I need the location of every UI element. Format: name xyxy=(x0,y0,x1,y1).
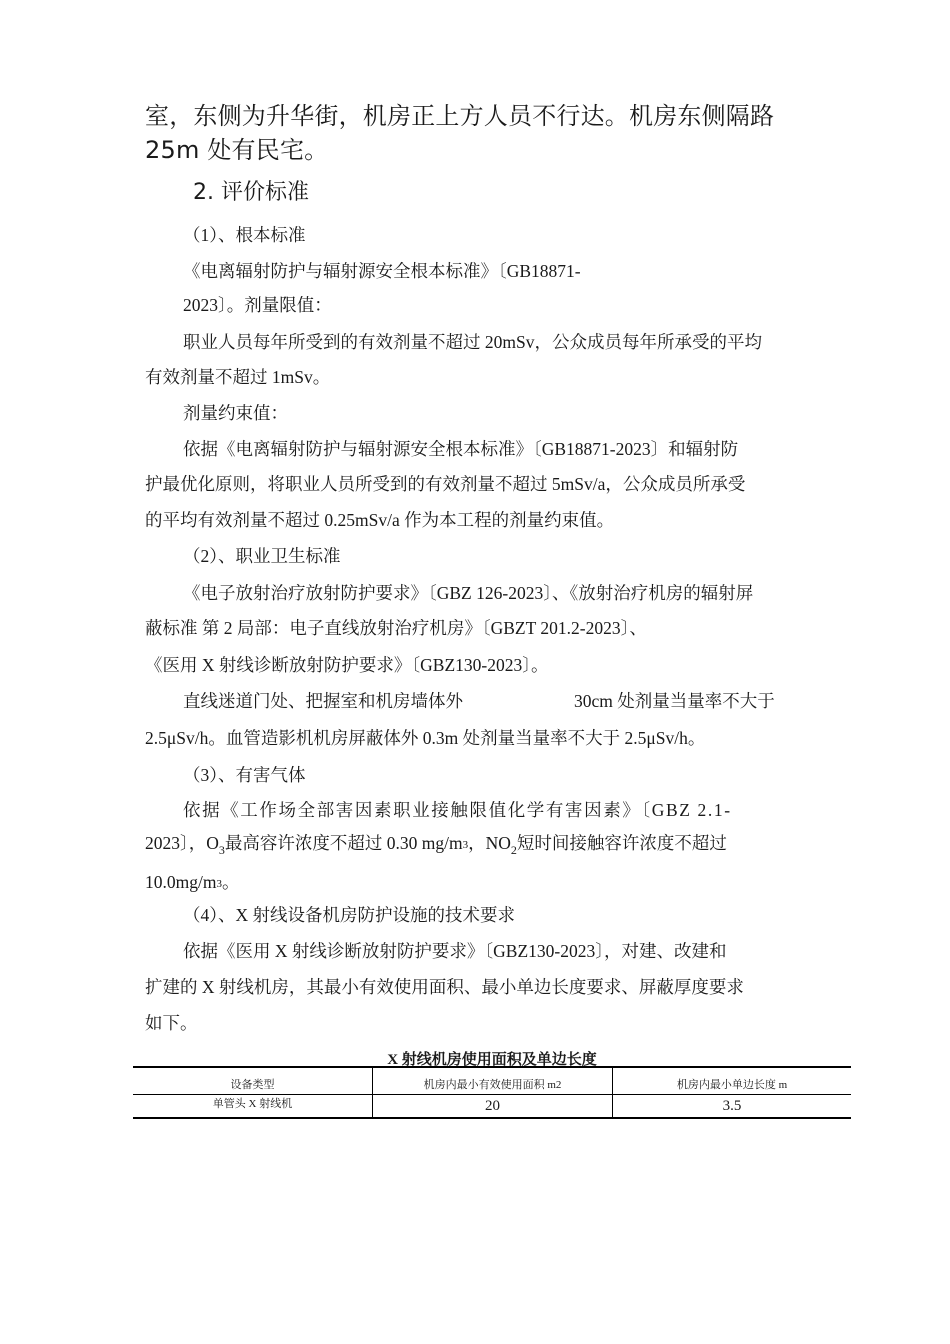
section3-line-2-a: 2023〕，O xyxy=(145,833,219,853)
section3-title: （3）、有害气体 xyxy=(183,765,306,785)
section4-line-2: 扩建的 X 射线机房，其最小有效使用面积、最小单边长度要求、屏蔽厚度要求 xyxy=(145,977,744,997)
section3-line-2-b: 最高容许浓度不超过 0.30 mg/m xyxy=(224,833,463,853)
section3-line-2-c: ，NO xyxy=(468,833,511,853)
intro-line-2: 25m 处有民宅。 xyxy=(145,136,329,164)
cubic-superscript-2: 3 xyxy=(216,878,222,890)
section3-line-2-d: 短时间接触容许浓度不超过 xyxy=(516,833,727,853)
table-title: X 射线机房使用面积及单边长度 xyxy=(387,1052,597,1068)
section2-dose-line-2: 2.5μSv/h。血管造影机机房屏蔽体外 0.3m 处剂量当量率不大于 2.5μSv/h。 xyxy=(145,728,706,748)
section3-line-3-b: 。 xyxy=(221,872,240,892)
section2-dose-line-1a: 直线迷道门处、把握室和机房墙体外 xyxy=(183,691,463,711)
intro-line-1: 室，东侧为升华街，机房正上方人员不行达。机房东侧隔路 xyxy=(145,102,775,130)
section1-constraint-line-2: 护最优化原则，将职业人员所受到的有效剂量不超过 5mSv/a，公众成员所承受 xyxy=(145,474,746,494)
section1-title: （1）、根本标准 xyxy=(183,225,306,245)
section-heading: 2. 评价标准 xyxy=(193,180,309,205)
cubic-superscript-1: 3 xyxy=(462,839,469,851)
section4-line-3: 如下。 xyxy=(145,1013,198,1033)
section1-std-line-2: 2023〕。剂量限值： xyxy=(183,295,332,315)
section1-std-line-1: 《电离辐射防护与辐射源安全根本标准》〔GB18871- xyxy=(183,261,581,281)
section1-limit-line-2: 有效剂量不超过 1mSv。 xyxy=(145,367,331,387)
header-equipment-type: 设备类型 xyxy=(133,1067,373,1095)
ozone-subscript: 3 xyxy=(218,843,225,857)
section1-limit-line-1: 职业人员每年所受到的有效剂量不超过 20mSv，公众成员每年所承受的平均 xyxy=(183,332,762,352)
section2-line-2: 蔽标准 第 2 局部：电子直线放射治疗机房》〔GBZT 201.2-2023〕、 xyxy=(145,618,647,638)
section2-line-1: 《电子放射治疗放射防护要求》〔GBZ 126-2023〕、《放射治疗机房的辐射屏 xyxy=(183,583,754,603)
table-row xyxy=(133,1095,851,1119)
section3-line-3-a: 10.0mg/m xyxy=(145,872,217,892)
section4-title: （4）、X 射线设备机房防护设施的技术要求 xyxy=(183,905,516,925)
section2-line-3: 《医用 X 射线诊断放射防护要求》〔GBZ130-2023〕。 xyxy=(145,655,549,675)
header-min-side-length: 机房内最小单边长度 m xyxy=(613,1067,852,1095)
spec-table xyxy=(133,1066,851,1119)
section1-constraint-title: 剂量约束值： xyxy=(183,403,288,423)
cell-equipment-type: 单管头 X 射线机 xyxy=(212,1098,293,1110)
section4-line-1: 依据《医用 X 射线诊断放射防护要求》〔GBZ130-2023〕，对建、改建和 xyxy=(183,941,727,961)
section2-dose-line-1b: 30cm 处剂量当量率不大于 xyxy=(574,691,775,711)
section1-constraint-line-1: 依据《电离辐射防护与辐射源安全根本标准》〔GB18871-2023〕和辐射防 xyxy=(183,439,739,459)
table-header-row xyxy=(133,1067,851,1095)
section3-line-2 xyxy=(145,830,727,855)
cell-min-side-length: 3.5 xyxy=(613,1095,852,1119)
section1-constraint-line-3: 的平均有效剂量不超过 0.25mSv/a 作为本工程的剂量约束值。 xyxy=(145,510,615,530)
section3-line-3 xyxy=(145,869,239,894)
cell-min-area: 20 xyxy=(373,1095,613,1119)
section2-title: （2）、职业卫生标准 xyxy=(183,546,341,566)
section3-line-1: 依据《工作场全部害因素职业接触限值化学有害因素》〔GBZ 2.1- xyxy=(183,800,732,820)
no2-subscript: 2 xyxy=(510,843,517,857)
header-min-area: 机房内最小有效使用面积 m2 xyxy=(373,1067,613,1095)
